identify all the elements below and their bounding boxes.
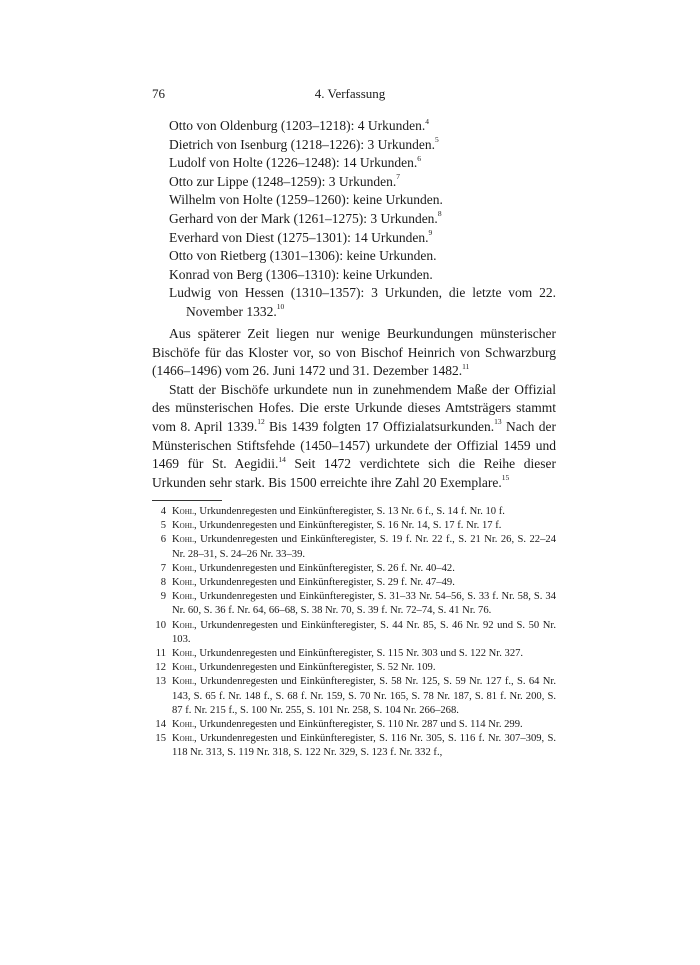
list-item: Everhard von Diest (1275–1301): 14 Urkunden.$^9$ [169, 228, 433, 245]
footnote-ref: 4 [425, 116, 429, 126]
list-item: Dietrich von Isenburg (1218–1226): 3 Urkunden.$^5$ [169, 135, 439, 152]
footnote-ref: 14 [278, 454, 286, 464]
footnote: 9 Kohl, Urkundenregesten und Einkünfteregister, S. 31–33 Nr. 54–56, S. 33 f. Nr. 58, S. 34 Nr. 60, S. 36 f. Nr. 64, 66–68, S. 38 Nr. 70, S. 39 f. Nr. 72–74, S. 41 Nr. 76. [160, 591, 556, 617]
footnote: 4 Kohl, Urkundenregesten und Einkünfteregister, S. 13 Nr. 6 f., S. 14 f. Nr. 10 f. [160, 506, 505, 517]
footnote: 15 Kohl, Urkundenregesten und Einkünfteregister, S. 116 Nr. 305, S. 116 f. Nr. 307–309, S. 118 Nr. 313, S. 119 Nr. 318, S. 122 Nr. 329, S. 123 f. Nr. 332 f., [155, 733, 556, 759]
footnote-ref: 6 [417, 153, 421, 163]
paragraph: Statt der Bischöfe urkundete nun in zunehmendem Maße der Offizial des münsterischen Hofes. Die erste Urkunde dieses Amtsträgers stammt vom 8. April 1339.12 Bis 1439 folgten 17 Offizialatsurkunden.$^{13}$ Nach der Münsterischen Stiftsfehde (1450–1457) urkundete der Offizial 1459 und 1469 für St. Aegidii.$^{14}$ Seit 1472 verdichtete sich die Reihe dieser Urkunden sehr stark. Bis 1500 erreichte ihre Zahl 20 Exemplare.$^{15}$ [152, 381, 557, 490]
page-number: 76 [152, 86, 165, 101]
footnote: 12 Kohl, Urkundenregesten und Einkünfteregister, S. 52 Nr. 109. [155, 662, 436, 674]
footnote-ref: 10 [276, 302, 285, 312]
footnotes [152, 505, 556, 761]
page-header [152, 86, 548, 106]
running-head: 4. Verfassung [314, 86, 386, 101]
list-item: Otto von Oldenburg (1203–1218): 4 Urkunden.$^4$ [169, 116, 429, 133]
footnote: 8 Kohl, Urkundenregesten und Einkünfteregister, S. 29 f. Nr. 47–49. [160, 577, 455, 589]
list-item: Otto zur Lippe (1248–1259): 3 Urkunden.$^7$ [169, 172, 400, 189]
footnote-ref: 9 [428, 228, 433, 238]
list-item: Wilhelm von Holte (1259–1260): keine Urkunden. [169, 192, 443, 208]
footnote: 14 Kohl, Urkundenregesten und Einkünfteregister, S. 110 Nr. 287 und S. 114 Nr. 299. [155, 719, 523, 731]
list-item: Otto von Rietberg (1301–1306): keine Urkunden. [169, 248, 437, 264]
footnote-ref: 7 [396, 172, 400, 182]
list-item: Ludwig von Hessen (1310–1357): 3 Urkunden, die letzte vom 22. November 1332.10 [169, 285, 556, 319]
paragraph: Aus späterer Zeit liegen nur wenige Beurkundungen münsterischer Bischöfe für das Kloster vor, so von Bischof Heinrich von Schwarzburg (1466–1496) vom 26. Juni 1472 und 31. Dezember 1482.11 [152, 326, 556, 379]
footnote: 13 Kohl, Urkundenregesten und Einkünfteregister, S. 58 Nr. 125, S. 59 Nr. 127 f., S. 64 Nr. 143, S. 65 f. Nr. 148 f., S. 68 f. Nr. 159, S. 70 Nr. 165, S. 78 Nr. 187, S. 81 f. Nr. 200, S. 87 f. Nr. 215 f., S. 100 Nr. 255, S. 101 Nr. 258, S. 104 Nr. 266–268. [155, 676, 556, 716]
footnote-ref: 5 [434, 135, 439, 145]
body-text [152, 325, 556, 492]
footnote-ref: 13 [494, 417, 502, 427]
footnote: 10 Kohl, Urkundenregesten und Einkünfteregister, S. 44 Nr. 85, S. 46 Nr. 92 und S. 50 Nr. 103. [155, 619, 556, 645]
footnote-ref: 15 [501, 473, 510, 483]
footnote: 5 Kohl, Urkundenregesten und Einkünfteregister, S. 16 Nr. 14, S. 17 f. Nr. 17 f. [160, 520, 502, 532]
footnote-divider [152, 500, 222, 501]
bishop-list [152, 117, 556, 322]
footnote-ref: 11 [462, 361, 470, 371]
footnote-ref: 8 [437, 209, 442, 219]
footnote-ref: 12 [257, 417, 265, 427]
footnote: 11 Kohl, Urkundenregesten und Einkünfteregister, S. 115 Nr. 303 und S. 122 Nr. 327. [155, 648, 524, 660]
footnote: 7 Kohl, Urkundenregesten und Einkünfteregister, S. 26 f. Nr. 40–42. [160, 562, 455, 574]
list-item: Gerhard von der Mark (1261–1275): 3 Urkunden.$^8$ [169, 209, 442, 226]
list-item: Ludolf von Holte (1226–1248): 14 Urkunden.$^6$ [169, 153, 421, 171]
footnote: 6 Kohl, Urkundenregesten und Einkünfteregister, S. 19 f. Nr. 22 f., S. 21 Nr. 26, S. 22–24 Nr. 28–31, S. 24–26 Nr. 33–39. [160, 534, 556, 560]
list-item: Konrad von Berg (1306–1310): keine Urkunden. [169, 266, 433, 282]
